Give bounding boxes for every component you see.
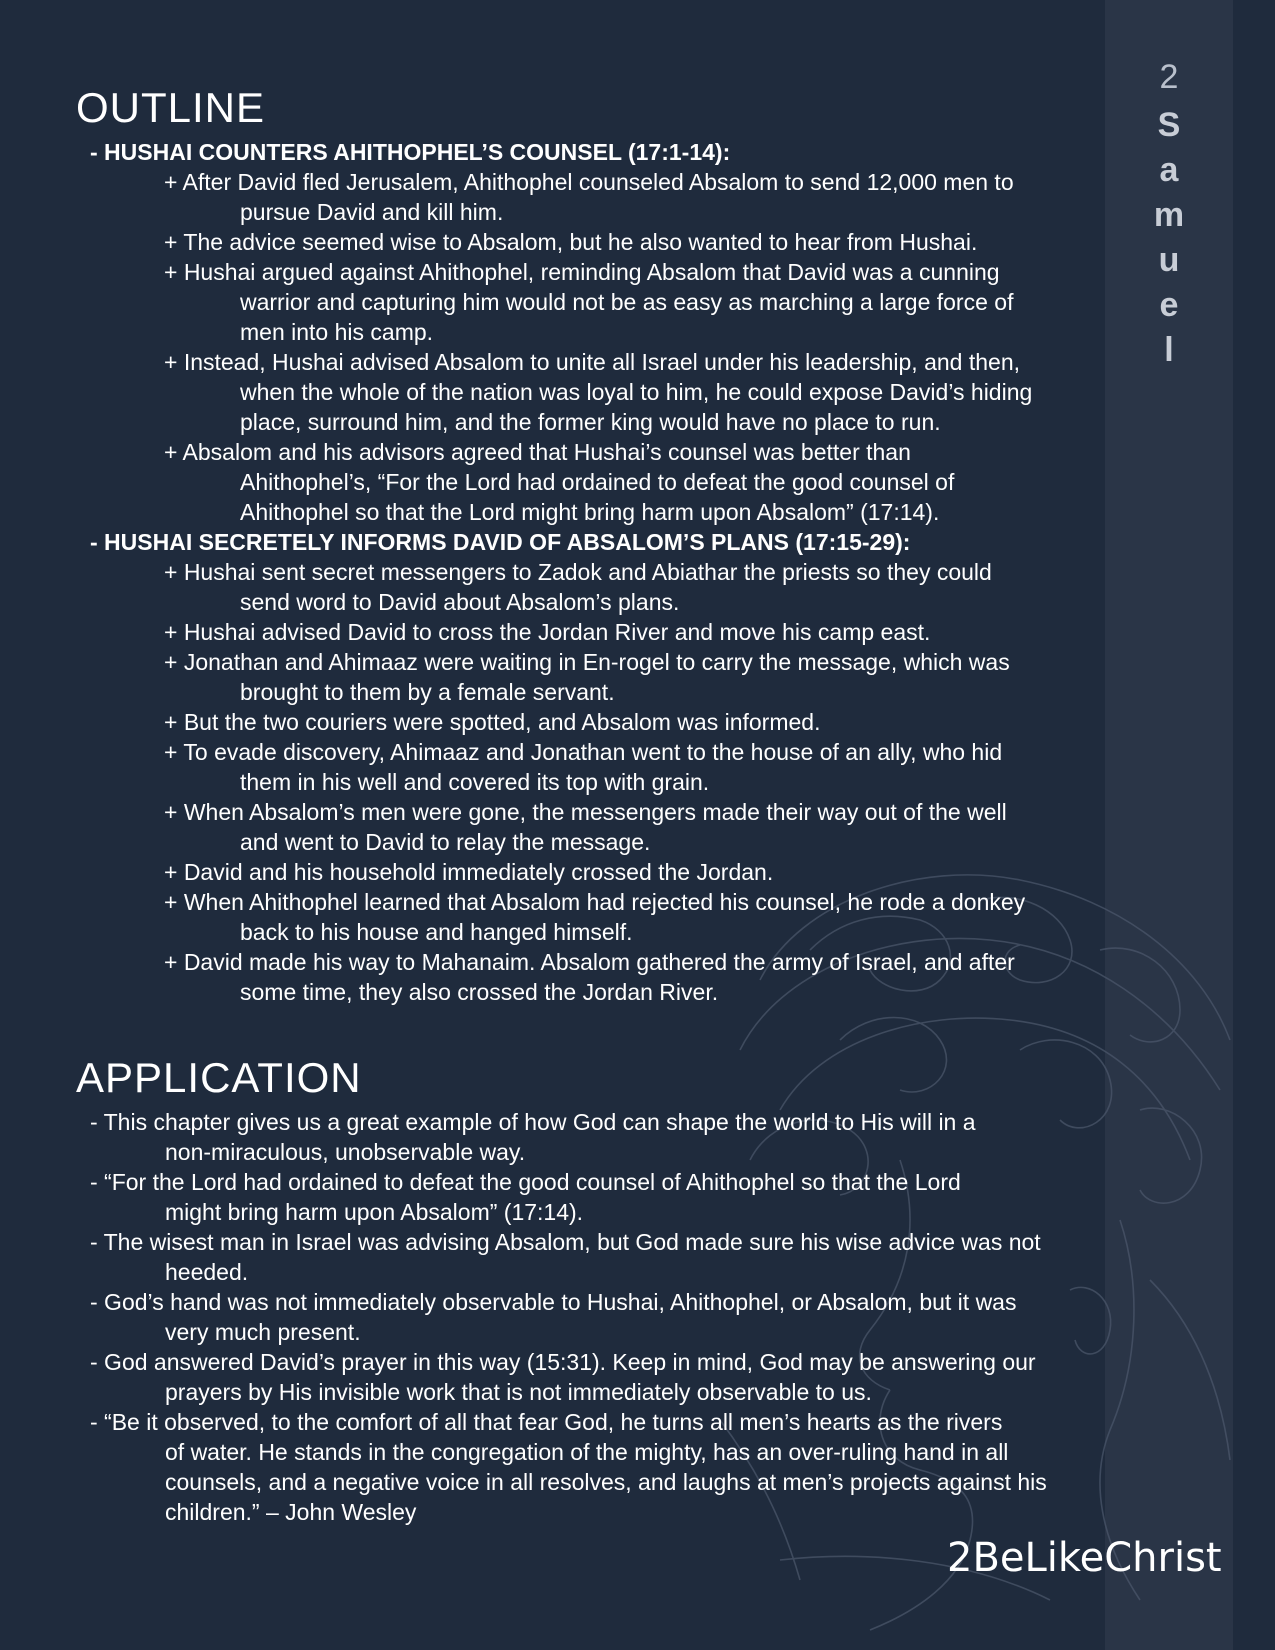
bullet-line: + Hushai sent secret messengers to Zadok and Abiathar the priests so they could	[164, 559, 992, 585]
application-bullet	[90, 1107, 976, 1167]
bullet-line: pursue David and kill him.	[240, 199, 504, 225]
bullet-line: heeded.	[165, 1259, 249, 1285]
bullet-line: Ahithophel’s, “For the Lord had ordained to defeat the good counsel of	[240, 469, 955, 495]
outline-bullet	[164, 737, 1002, 797]
outline-heading: OUTLINE	[76, 84, 266, 131]
bullet-line: + Hushai argued against Ahithophel, reminding Absalom that David was a cunning	[164, 259, 1000, 285]
bullet-line: some time, they also crossed the Jordan River.	[240, 979, 719, 1005]
section-title: - HUSHAI COUNTERS AHITHOPHEL’S COUNSEL (17:1-14):	[90, 139, 731, 165]
bullet-line: - This chapter gives us a great example of how God can shape the world to His will in a	[90, 1109, 976, 1135]
bullet-line: - God’s hand was not immediately observable to Hushai, Ahithophel, or Absalom, but it was	[90, 1289, 1017, 1315]
bullet-line: brought to them by a female servant.	[240, 679, 615, 705]
bullet-line: + Jonathan and Ahimaaz were waiting in En-rogel to carry the message, which was	[164, 649, 1010, 675]
section-title: - HUSHAI SECRETELY INFORMS DAVID OF ABSALOM’S PLANS (17:15-29):	[90, 529, 911, 555]
bullet-line: very much present.	[165, 1319, 361, 1345]
bullet-line: warrior and capturing him would not be as easy as marching a large force of	[240, 289, 1014, 315]
bullet-line: prayers by His invisible work that is not immediately observable to us.	[165, 1379, 872, 1405]
bullet-line: + When Ahithophel learned that Absalom had rejected his counsel, he rode a donkey	[164, 889, 1026, 915]
bullet-line: them in his well and covered its top with grain.	[240, 769, 710, 795]
book-number: 2	[1159, 58, 1179, 96]
application-bullet	[90, 1227, 1041, 1287]
book-letter: S	[1157, 106, 1181, 144]
bullet-line: counsels, and a negative voice in all resolves, and laughs at men’s projects against his	[165, 1469, 1047, 1495]
bullet-line: might bring harm upon Absalom” (17:14).	[165, 1199, 584, 1225]
outline-bullet	[164, 437, 954, 527]
book-letter: m	[1153, 196, 1185, 234]
bullet-line: + Absalom and his advisors agreed that Hushai’s counsel was better than	[164, 439, 911, 465]
book-letter: e	[1159, 286, 1179, 324]
outline-bullet	[164, 947, 1015, 1007]
outline-bullet	[164, 347, 1032, 437]
book-letter: u	[1158, 241, 1180, 279]
bullet-line: + After David fled Jerusalem, Ahithophel counseled Absalom to send 12,000 men to	[164, 169, 1014, 195]
bullet-line: + David made his way to Mahanaim. Absalom gathered the army of Israel, and after	[164, 949, 1015, 975]
book-name-vertical	[1105, 103, 1233, 373]
outline-bullet	[164, 557, 992, 617]
bullet-line: + Instead, Hushai advised Absalom to unite all Israel under his leadership, and then,	[164, 349, 1021, 375]
bullet-line: non-miraculous, unobservable way.	[165, 1139, 526, 1165]
outline-bullet	[164, 227, 977, 257]
outline-bullet	[164, 647, 1010, 707]
bullet-line: + But the two couriers were spotted, and Absalom was informed.	[164, 709, 821, 735]
application-heading: APPLICATION	[76, 1054, 362, 1101]
outline-bullet	[164, 617, 930, 647]
book-letter: l	[1164, 331, 1174, 369]
bullet-line: of water. He stands in the congregation of the mighty, has an over-ruling hand in all	[165, 1439, 1009, 1465]
bullet-line: - God answered David’s prayer in this way (15:31). Keep in mind, God may be answering our	[90, 1349, 1036, 1375]
bullet-line: + The advice seemed wise to Absalom, but he also wanted to hear from Hushai.	[164, 229, 978, 255]
application-bullet	[90, 1167, 961, 1227]
outline-bullet	[164, 887, 1025, 947]
bullet-line: men into his camp.	[240, 319, 434, 345]
application-bullet	[90, 1407, 1047, 1527]
bullet-line: - “For the Lord had ordained to defeat the good counsel of Ahithophel so that the Lord	[90, 1169, 961, 1195]
site-logo: 2BeLikeChrist	[947, 1535, 1222, 1581]
bullet-line: send word to David about Absalom’s plans.	[240, 589, 680, 615]
bullet-line: + Hushai advised David to cross the Jordan River and move his camp east.	[164, 619, 931, 645]
outline-bullet	[164, 797, 1007, 857]
outline-bullet	[164, 167, 1014, 227]
bullet-line: when the whole of the nation was loyal to him, he could expose David’s hiding	[240, 379, 1033, 405]
outline-bullet	[164, 257, 1013, 347]
outline-bullet	[164, 857, 773, 887]
bullet-line: place, surround him, and the former king would have no place to run.	[240, 409, 941, 435]
application-bullet	[90, 1347, 1036, 1407]
bullet-line: + David and his household immediately crossed the Jordan.	[164, 859, 774, 885]
bullet-line: + When Absalom’s men were gone, the messengers made their way out of the well	[164, 799, 1007, 825]
book-letter: a	[1159, 151, 1179, 189]
bullet-line: and went to David to relay the message.	[240, 829, 651, 855]
bullet-line: Ahithophel so that the Lord might bring harm upon Absalom” (17:14).	[240, 499, 940, 525]
outline-bullet	[164, 707, 820, 737]
bullet-line: - The wisest man in Israel was advising Absalom, but God made sure his wise advice was not	[90, 1229, 1041, 1255]
bullet-line: + To evade discovery, Ahimaaz and Jonathan went to the house of an ally, who hid	[164, 739, 1003, 765]
bullet-line: - “Be it observed, to the comfort of all that fear God, he turns all men’s hearts as the rivers	[90, 1409, 1003, 1435]
bullet-line: children.” – John Wesley	[165, 1499, 417, 1525]
bullet-line: back to his house and hanged himself.	[240, 919, 633, 945]
application-bullet	[90, 1287, 1016, 1347]
